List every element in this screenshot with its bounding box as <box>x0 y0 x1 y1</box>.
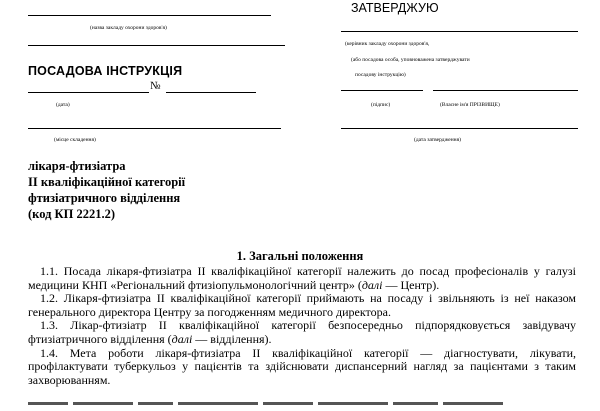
signature-line <box>341 90 423 91</box>
position-title <box>28 158 185 222</box>
name-line <box>433 90 578 91</box>
approval-date-line <box>341 128 578 129</box>
authorized-caption-2: посадову інструкцію) <box>355 72 406 78</box>
position-code: (код КП 2221.2) <box>28 207 115 221</box>
number-sign: № <box>150 80 161 92</box>
position-line-2: II кваліфікаційної категорії <box>28 175 186 189</box>
paragraph-1-2: 1.2. Лікаря-фтизіатра II кваліфікаційної категорії приймають на посаду і звільняють із неї наказом генерального директора Центру за погодженням медичного директора. <box>28 291 576 319</box>
approve-label: ЗАТВЕРДЖУЮ <box>351 1 439 15</box>
position-line-1: лікаря-фтизіатра <box>28 159 126 173</box>
position-line-3: фтизіатричного відділення <box>28 191 181 205</box>
approver-position-line <box>341 31 578 32</box>
approval-date-caption: (дата затвердження) <box>414 137 461 143</box>
number-line <box>166 92 256 93</box>
place-line <box>28 128 281 129</box>
paragraph-1-1: 1.1. Посада лікаря-фтизіатра II кваліфікаційної категорії належить до посад професіоналів у галузі медицини КНП «Регіональний фтизіопульмонологічний центр» (далі — Центр). <box>28 264 576 292</box>
paragraph-1-3: 1.3. Лікар-фтизіатр II кваліфікаційної категорії безпосередньо підпорядковується завідувачу фтизіатричного відділення (далі — відділення). <box>28 318 576 346</box>
section-body <box>28 265 576 387</box>
name-caption: (Власне ім'я ПРІЗВИЩЕ) <box>440 102 500 108</box>
authorized-caption-1: (або посадова особа, уповноважена затверджувати <box>351 57 470 63</box>
facility-caption: (назва закладу охорони здоров'я) <box>90 25 167 31</box>
facility-name-line-2 <box>28 45 285 46</box>
signature-caption: (підпис) <box>371 102 391 108</box>
facility-name-line <box>28 15 271 16</box>
doc-title: ПОСАДОВА ІНСТРУКЦІЯ <box>28 64 183 78</box>
head-caption: (керівник закладу охорони здоров'я, <box>345 41 430 47</box>
date-caption: (дата) <box>56 102 70 108</box>
faded-next-line <box>28 402 576 406</box>
date-line <box>28 92 149 93</box>
paragraph-1-4: 1.4. Мета роботи лікаря-фтизіатра II кваліфікаційної категорії — діагностувати, лікувати, профілактувати туберкульоз у пацієнтів та здійснювати диспансерний нагляд за пацієнтами з таким захворюванням. <box>28 345 576 387</box>
place-caption: (місце складення) <box>54 137 96 143</box>
section-title: 1. Загальні положення <box>236 249 364 263</box>
